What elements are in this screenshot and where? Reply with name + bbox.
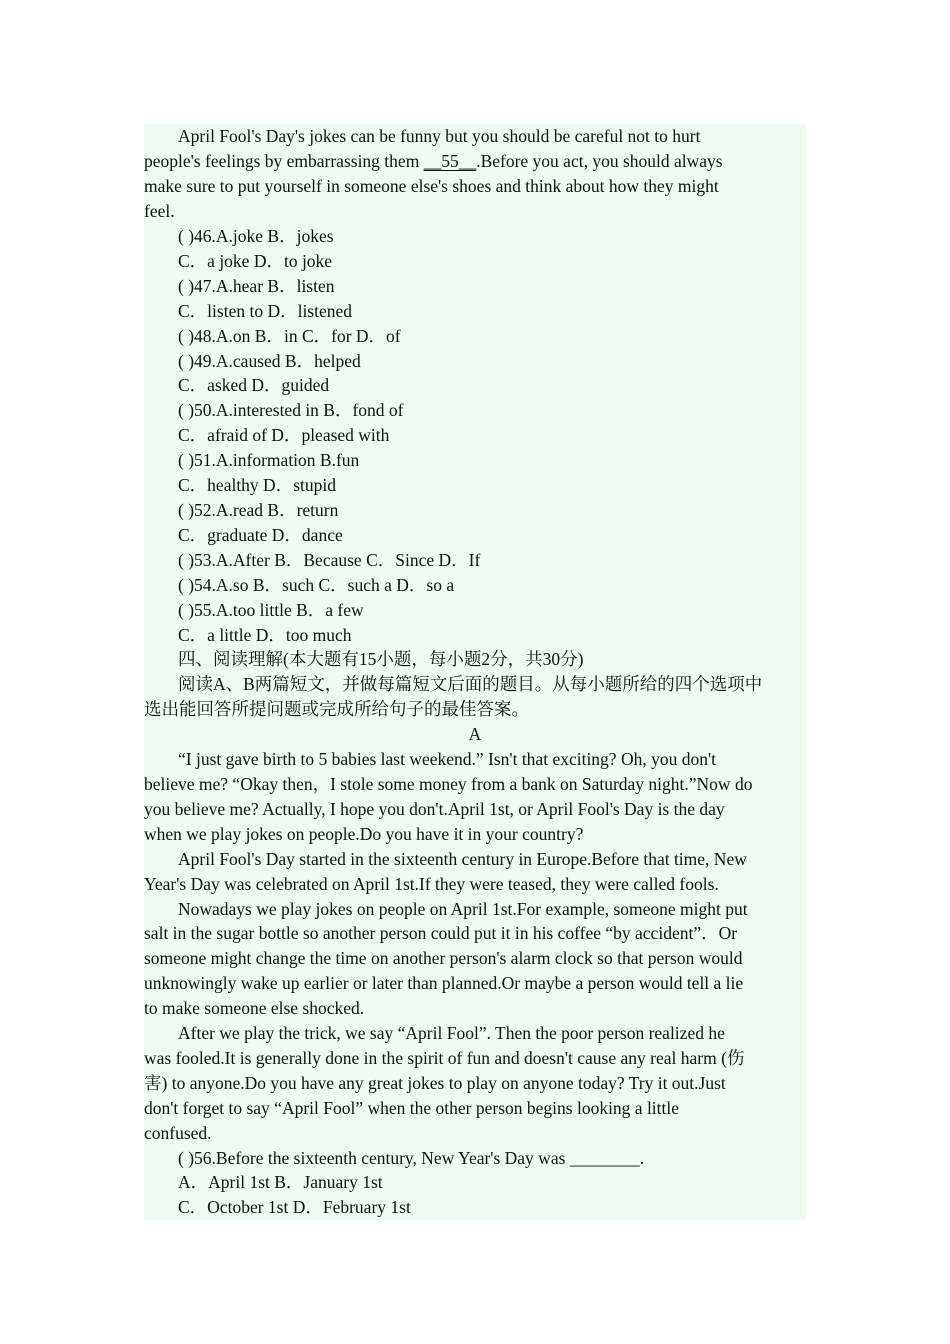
question-56-options: C．October 1st D．February 1st: [178, 1197, 411, 1217]
passage-line: when we play jokes on people.Do you have it in your country?: [144, 824, 584, 844]
passage-label: A: [468, 724, 482, 744]
question-51: ( )51.A.information B.fun: [178, 450, 360, 470]
section-heading: 四、阅读理解(本大题有15小题，每小题2分，共30分): [178, 649, 584, 669]
question-54: ( )54.A.so B．such C．such a D．so a: [178, 575, 455, 595]
question-50-options: C．afraid of D．pleased with: [178, 425, 390, 445]
passage-line: unknowingly wake up earlier or later than planned.Or maybe a person would tell a lie: [144, 973, 744, 993]
paragraph-line: feel.: [144, 201, 175, 221]
answer-blank: __55__: [423, 151, 477, 171]
passage-line: Year's Day was celebrated on April 1st.If they were teased, they were called fools.: [144, 874, 719, 894]
instruction-line: 阅读A、B两篇短文，并做每篇短文后面的题目。从每小题所给的四个选项中: [178, 674, 763, 694]
question-46: ( )46.A.joke B．jokes: [178, 226, 334, 246]
question-47-options: C．listen to D．listened: [178, 301, 353, 321]
document-page: [144, 124, 806, 1220]
text-run: people's feelings by embarrassing them: [144, 151, 420, 171]
question-49: ( )49.A.caused B．helped: [178, 351, 361, 371]
question-52-options: C．graduate D．dance: [178, 525, 343, 545]
question-47: ( )47.A.hear B．listen: [178, 276, 335, 296]
passage-line: After we play the trick, we say “April Fool”. Then the poor person realized he: [178, 1023, 725, 1043]
passage-line: salt in the sugar bottle so another person could put it in his coffee “by accident”．Or: [144, 923, 738, 943]
question-51-options: C．healthy D．stupid: [178, 475, 336, 495]
question-52: ( )52.A.read B．return: [178, 500, 339, 520]
passage-line: April Fool's Day started in the sixteenth century in Europe.Before that time, New: [178, 849, 747, 869]
passage-line: believe me? “Okay then，I stole some money from a bank on Saturday night.”Now do: [144, 774, 753, 794]
text-run: .Before you act, you should always: [476, 151, 723, 171]
question-55: ( )55.A.too little B．a few: [178, 600, 364, 620]
passage-line: to make someone else shocked.: [144, 998, 365, 1018]
question-56: ( )56.Before the sixteenth century, New Year's Day was ________.: [178, 1148, 645, 1168]
paragraph-line: make sure to put yourself in someone else's shoes and think about how they might: [144, 176, 719, 196]
question-49-options: C．asked D．guided: [178, 375, 330, 395]
question-50: ( )50.A.interested in B．fond of: [178, 400, 404, 420]
passage-line: you believe me? Actually, I hope you don't.April 1st, or April Fool's Day is the day: [144, 799, 725, 819]
question-48: ( )48.A.on B．in C．for D．of: [178, 326, 401, 346]
passage-line: “I just gave birth to 5 babies last weekend.” Isn't that exciting? Oh, you don't: [178, 749, 716, 769]
passage-line: 害) to anyone.Do you have any great jokes to play on anyone today? Try it out.Just: [144, 1073, 726, 1093]
question-55-options: C．a little D．too much: [178, 625, 352, 645]
passage-line: Nowadays we play jokes on people on April 1st.For example, someone might put: [178, 899, 748, 919]
passage-line: don't forget to say “April Fool” when the other person begins looking a little: [144, 1098, 680, 1118]
paragraph-line: [144, 149, 723, 174]
question-46-options: C．a joke D．to joke: [178, 251, 333, 271]
passage-line: was fooled.It is generally done in the spirit of fun and doesn't cause any real harm (伤: [144, 1048, 745, 1068]
passage-line: confused.: [144, 1123, 212, 1143]
passage-line: someone might change the time on another person's alarm clock so that person would: [144, 948, 743, 968]
question-56-options: A．April 1st B．January 1st: [178, 1172, 383, 1192]
paragraph-line: April Fool's Day's jokes can be funny but you should be careful not to hurt: [178, 126, 701, 146]
instruction-line: 选出能回答所提问题或完成所给句子的最佳答案。: [144, 699, 529, 719]
question-53: ( )53.A.After B．Because C．Since D．If: [178, 550, 481, 570]
